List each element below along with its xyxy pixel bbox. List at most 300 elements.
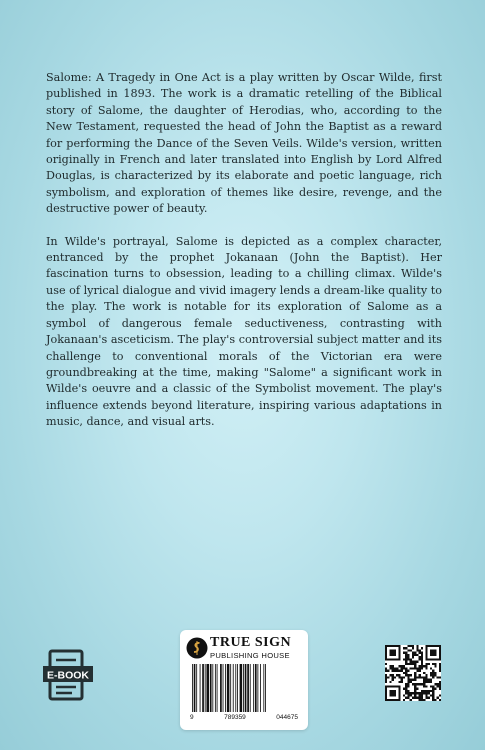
qr-module xyxy=(437,645,439,647)
qr-module xyxy=(423,676,425,678)
qr-module xyxy=(398,649,400,651)
qr-module xyxy=(432,649,434,651)
qr-module xyxy=(439,699,441,701)
qr-module xyxy=(434,683,436,685)
qr-module xyxy=(414,694,416,696)
qr-module xyxy=(412,692,414,694)
qr-module xyxy=(396,645,398,647)
qr-module xyxy=(428,692,430,694)
qr-module xyxy=(434,699,436,701)
qr-module xyxy=(407,645,409,647)
qr-module xyxy=(434,645,436,647)
barcode-bar xyxy=(225,664,226,712)
qr-module xyxy=(407,663,409,665)
qr-module xyxy=(405,692,407,694)
qr-module xyxy=(403,694,405,696)
qr-module xyxy=(398,685,400,687)
ebook-label: E-BOOK xyxy=(47,669,89,682)
barcode-bar xyxy=(235,664,236,712)
qr-module xyxy=(421,683,423,685)
qr-module xyxy=(396,658,398,660)
qr-module xyxy=(407,679,409,681)
qr-module xyxy=(398,690,400,692)
qr-module xyxy=(414,683,416,685)
qr-module xyxy=(389,649,391,651)
qr-module xyxy=(389,692,391,694)
qr-module xyxy=(398,674,400,676)
qr-module xyxy=(396,699,398,701)
qr-module xyxy=(419,683,421,685)
qr-module xyxy=(423,672,425,674)
barcode-bar xyxy=(240,664,243,712)
qr-module xyxy=(421,690,423,692)
qr-module xyxy=(394,649,396,651)
qr-module xyxy=(387,670,389,672)
isbn-number xyxy=(190,714,298,721)
qr-module xyxy=(419,694,421,696)
qr-module xyxy=(398,697,400,699)
barcode-bar xyxy=(215,664,216,712)
qr-module xyxy=(439,658,441,660)
qr-module xyxy=(385,688,387,690)
qr-module xyxy=(410,679,412,681)
qr-module xyxy=(407,690,409,692)
qr-module xyxy=(432,688,434,690)
qr-module xyxy=(439,645,441,647)
qr-module xyxy=(387,658,389,660)
qr-module xyxy=(425,676,427,678)
qr-module xyxy=(419,667,421,669)
qr-module xyxy=(407,694,409,696)
qr-module xyxy=(410,649,412,651)
qr-module xyxy=(392,690,394,692)
barcode-bar xyxy=(245,664,247,712)
qr-module xyxy=(414,697,416,699)
qr-module xyxy=(430,694,432,696)
qr-module xyxy=(432,658,434,660)
qr-module xyxy=(385,679,387,681)
qr-module xyxy=(439,654,441,656)
qr-module xyxy=(394,670,396,672)
qr-module xyxy=(392,667,394,669)
qr-module xyxy=(439,652,441,654)
qr-module xyxy=(419,656,421,658)
qr-module xyxy=(385,692,387,694)
qr-module xyxy=(414,679,416,681)
qr-module xyxy=(425,690,427,692)
qr-module xyxy=(439,656,441,658)
barcode-bar xyxy=(255,664,257,712)
qr-module xyxy=(414,654,416,656)
qr-module xyxy=(414,690,416,692)
qr-module xyxy=(385,647,387,649)
qr-module xyxy=(437,658,439,660)
qr-module xyxy=(416,647,418,649)
qr-module xyxy=(392,649,394,651)
qr-module xyxy=(387,685,389,687)
qr-module xyxy=(414,674,416,676)
qr-module xyxy=(394,690,396,692)
qr-module xyxy=(437,683,439,685)
qr-module xyxy=(419,699,421,701)
qr-module xyxy=(432,692,434,694)
qr-module xyxy=(432,663,434,665)
qr-module xyxy=(387,645,389,647)
qr-module xyxy=(410,694,412,696)
qr-module xyxy=(403,699,405,701)
qr-module xyxy=(414,652,416,654)
qr-module xyxy=(398,699,400,701)
qr-module xyxy=(405,690,407,692)
qr-module xyxy=(421,656,423,658)
qr-module xyxy=(385,656,387,658)
qr-module xyxy=(385,685,387,687)
qr-module xyxy=(392,685,394,687)
qr-module xyxy=(396,667,398,669)
qr-module xyxy=(423,690,425,692)
blurb-paragraph-1: Salome: A Tragedy in One Act is a play written by Oscar Wilde, first published in 1893. The work is a dramatic retelling of the Biblical story of Salome, the daughter of Herodias, who, according to the New Testament, requested the head of John the Baptist as a reward for performing the Dance of the Seven Veils. Wilde's version, written originally in French and later translated into English by Lord Alfred Douglas, is characterized by its elaborate and poetic language, rich symbolism, and exploration of themes like desire, revenge, and the destructive power of beauty. xyxy=(46,71,442,216)
qr-module xyxy=(389,652,391,654)
barcode-bar xyxy=(202,664,204,712)
qr-module xyxy=(396,674,398,676)
qr-module xyxy=(394,692,396,694)
qr-module xyxy=(425,694,427,696)
qr-module xyxy=(385,649,387,651)
qr-module xyxy=(389,674,391,676)
qr-module xyxy=(439,685,441,687)
qr-module xyxy=(416,645,418,647)
qr-module xyxy=(412,683,414,685)
qr-module xyxy=(430,667,432,669)
qr-module xyxy=(432,699,434,701)
qr-module xyxy=(410,658,412,660)
barcode-bar xyxy=(243,664,244,712)
qr-module xyxy=(405,658,407,660)
qr-module xyxy=(405,697,407,699)
qr-module xyxy=(410,674,412,676)
qr-module xyxy=(430,649,432,651)
qr-module xyxy=(389,658,391,660)
qr-module xyxy=(398,694,400,696)
qr-module xyxy=(430,672,432,674)
qr-module xyxy=(419,665,421,667)
qr-module xyxy=(421,661,423,663)
qr-module xyxy=(439,688,441,690)
qr-module xyxy=(405,688,407,690)
qr-module xyxy=(437,685,439,687)
barcode-bar xyxy=(212,664,213,712)
qr-module xyxy=(425,681,427,683)
qr-module xyxy=(401,667,403,669)
qr-module xyxy=(416,697,418,699)
qr-module xyxy=(412,697,414,699)
qr-module xyxy=(410,667,412,669)
qr-module xyxy=(405,647,407,649)
barcode-bar xyxy=(192,664,193,712)
qr-module xyxy=(430,652,432,654)
qr-module xyxy=(398,688,400,690)
qr-module xyxy=(387,699,389,701)
qr-module xyxy=(407,681,409,683)
qr-module xyxy=(432,672,434,674)
qr-module xyxy=(410,681,412,683)
qr-module xyxy=(392,676,394,678)
qr-module xyxy=(403,647,405,649)
qr-module xyxy=(414,661,416,663)
qr-module xyxy=(421,654,423,656)
qr-module xyxy=(416,667,418,669)
qr-module xyxy=(385,697,387,699)
barcode-bar xyxy=(265,664,266,712)
qr-module xyxy=(428,679,430,681)
qr-module xyxy=(416,676,418,678)
qr-module xyxy=(392,699,394,701)
qr-module xyxy=(394,645,396,647)
qr-module xyxy=(423,692,425,694)
qr-module xyxy=(425,692,427,694)
qr-module xyxy=(392,674,394,676)
qr-module xyxy=(405,683,407,685)
qr-module xyxy=(432,694,434,696)
isbn-lead-digit: 9 xyxy=(190,714,194,721)
qr-module xyxy=(414,688,416,690)
barcode-bar xyxy=(217,664,218,712)
qr-module xyxy=(392,658,394,660)
qr-module xyxy=(437,676,439,678)
qr-module xyxy=(385,674,387,676)
qr-module xyxy=(392,670,394,672)
qr-module xyxy=(396,685,398,687)
qr-module xyxy=(434,688,436,690)
qr-module xyxy=(421,658,423,660)
qr-module xyxy=(392,645,394,647)
qr-module xyxy=(425,665,427,667)
qr-module xyxy=(414,692,416,694)
qr-module xyxy=(428,690,430,692)
qr-module xyxy=(401,681,403,683)
qr-module xyxy=(412,661,414,663)
qr-module xyxy=(428,658,430,660)
qr-module xyxy=(385,694,387,696)
qr-module xyxy=(432,654,434,656)
publisher-subtitle: PUBLISHING HOUSE xyxy=(210,651,290,660)
qr-module xyxy=(428,645,430,647)
qr-module xyxy=(439,663,441,665)
qr-module xyxy=(394,652,396,654)
qr-module xyxy=(385,645,387,647)
qr-module xyxy=(405,656,407,658)
qr-module xyxy=(394,685,396,687)
qr-module xyxy=(394,699,396,701)
qr-module xyxy=(401,670,403,672)
qr-module xyxy=(419,649,421,651)
qr-module xyxy=(401,679,403,681)
qr-module xyxy=(389,681,391,683)
qr-module xyxy=(412,654,414,656)
qr-module xyxy=(439,649,441,651)
qr-module xyxy=(416,670,418,672)
qr-module xyxy=(405,652,407,654)
qr-module xyxy=(421,694,423,696)
barcode-bar xyxy=(253,664,254,712)
qr-module xyxy=(432,645,434,647)
barcode-bar xyxy=(237,664,238,712)
qr-module xyxy=(419,674,421,676)
qr-module xyxy=(414,665,416,667)
qr-module xyxy=(428,697,430,699)
qr-module xyxy=(432,674,434,676)
qr-module xyxy=(394,658,396,660)
qr-module xyxy=(396,670,398,672)
qr-module xyxy=(421,699,423,701)
qr-module xyxy=(423,681,425,683)
qr-module xyxy=(389,654,391,656)
qr-module xyxy=(432,670,434,672)
qr-module xyxy=(421,647,423,649)
qr-module xyxy=(405,670,407,672)
qr-module xyxy=(434,672,436,674)
qr-module xyxy=(421,697,423,699)
qr-module xyxy=(416,683,418,685)
qr-module xyxy=(405,674,407,676)
back-cover-blurb xyxy=(46,70,442,447)
qr-module xyxy=(389,665,391,667)
blurb-paragraph-2: In Wilde's portrayal, Salome is depicted as a complex character, entranced by the prophet Jokanaan (John the Baptist). Her fascination turns to obsession, leading to a chilling climax. Wilde's use of lyrical dialogue and vivid imagery lends a dream-like quality to the play. The work is notable for its exploration of Salome as a symbol of dangerous female seductiveness, contrasting with Jokanaan's asceticism. The play's controversial subject matter and its challenge to conventional morals of the Victorian era were groundbreaking at the time, making "Salome" a significant work in Wilde's oeuvre and a classic of the Symbolist movement. The play's influence extends beyond literature, inspiring various adaptations in music, dance, and visual arts. xyxy=(46,234,442,429)
true-sign-logo-icon xyxy=(186,637,208,659)
qr-module xyxy=(434,654,436,656)
qr-module xyxy=(385,663,387,665)
qr-module xyxy=(432,685,434,687)
qr-module xyxy=(412,656,414,658)
barcode-bar xyxy=(206,664,209,712)
qr-module xyxy=(403,672,405,674)
qr-module xyxy=(419,652,421,654)
qr-module xyxy=(421,665,423,667)
qr-module xyxy=(434,665,436,667)
qr-module xyxy=(439,670,441,672)
qr-module xyxy=(405,654,407,656)
qr-module xyxy=(414,685,416,687)
qr-module xyxy=(421,652,423,654)
barcode-bar xyxy=(223,664,224,712)
ebook-icon xyxy=(42,648,94,704)
barcode-bar xyxy=(227,664,230,712)
qr-module xyxy=(407,674,409,676)
qr-module xyxy=(401,665,403,667)
qr-module xyxy=(385,667,387,669)
qr-module xyxy=(405,663,407,665)
qr-module xyxy=(389,690,391,692)
qr-module xyxy=(439,647,441,649)
qr-module xyxy=(389,699,391,701)
qr-module xyxy=(416,649,418,651)
qr-module xyxy=(407,670,409,672)
qr-module xyxy=(385,676,387,678)
qr-module xyxy=(416,692,418,694)
qr-module xyxy=(407,649,409,651)
qr-module xyxy=(423,685,425,687)
qr-module xyxy=(407,692,409,694)
isbn-barcode xyxy=(190,664,298,712)
qr-module xyxy=(398,645,400,647)
qr-module xyxy=(425,685,427,687)
qr-module xyxy=(416,688,418,690)
qr-module xyxy=(425,654,427,656)
qr-module xyxy=(439,667,441,669)
qr-module xyxy=(403,688,405,690)
qr-module xyxy=(410,699,412,701)
qr-module xyxy=(434,658,436,660)
qr-module xyxy=(419,670,421,672)
qr-module xyxy=(398,676,400,678)
qr-module xyxy=(385,681,387,683)
qr-module xyxy=(412,647,414,649)
qr-module xyxy=(398,654,400,656)
qr-module xyxy=(385,699,387,701)
qr-module xyxy=(425,645,427,647)
isbn-group-2: 044675 xyxy=(276,714,298,721)
qr-module xyxy=(385,658,387,660)
barcode-bar xyxy=(233,664,234,712)
qr-module xyxy=(389,694,391,696)
qr-module xyxy=(412,667,414,669)
qr-module xyxy=(412,663,414,665)
qr-module xyxy=(392,665,394,667)
qr-module xyxy=(430,654,432,656)
qr-module xyxy=(423,699,425,701)
qr-module xyxy=(407,656,409,658)
qr-module xyxy=(430,681,432,683)
qr-module xyxy=(392,654,394,656)
qr-module xyxy=(421,692,423,694)
qr-module xyxy=(410,692,412,694)
qr-module xyxy=(398,665,400,667)
qr-module xyxy=(412,679,414,681)
qr-module xyxy=(398,647,400,649)
qr-module xyxy=(387,676,389,678)
qr-module xyxy=(405,667,407,669)
barcode-bar xyxy=(250,664,251,712)
isbn-group-1: 789359 xyxy=(224,714,246,721)
qr-module xyxy=(430,685,432,687)
qr-module xyxy=(430,679,432,681)
qr-module xyxy=(434,663,436,665)
qr-module xyxy=(403,676,405,678)
qr-module xyxy=(421,663,423,665)
qr-module xyxy=(407,697,409,699)
qr-module xyxy=(430,690,432,692)
qr-code-icon xyxy=(385,645,441,701)
qr-module xyxy=(398,670,400,672)
qr-module xyxy=(425,679,427,681)
qr-module xyxy=(407,676,409,678)
qr-module xyxy=(414,663,416,665)
qr-module xyxy=(425,647,427,649)
qr-module xyxy=(392,679,394,681)
qr-module xyxy=(419,692,421,694)
qr-module xyxy=(385,670,387,672)
qr-module xyxy=(425,652,427,654)
qr-module xyxy=(401,676,403,678)
qr-module xyxy=(432,652,434,654)
qr-module xyxy=(439,683,441,685)
qr-module xyxy=(412,652,414,654)
barcode-bar xyxy=(247,664,249,712)
qr-module xyxy=(398,692,400,694)
qr-module xyxy=(394,667,396,669)
qr-module xyxy=(439,681,441,683)
qr-module xyxy=(434,652,436,654)
